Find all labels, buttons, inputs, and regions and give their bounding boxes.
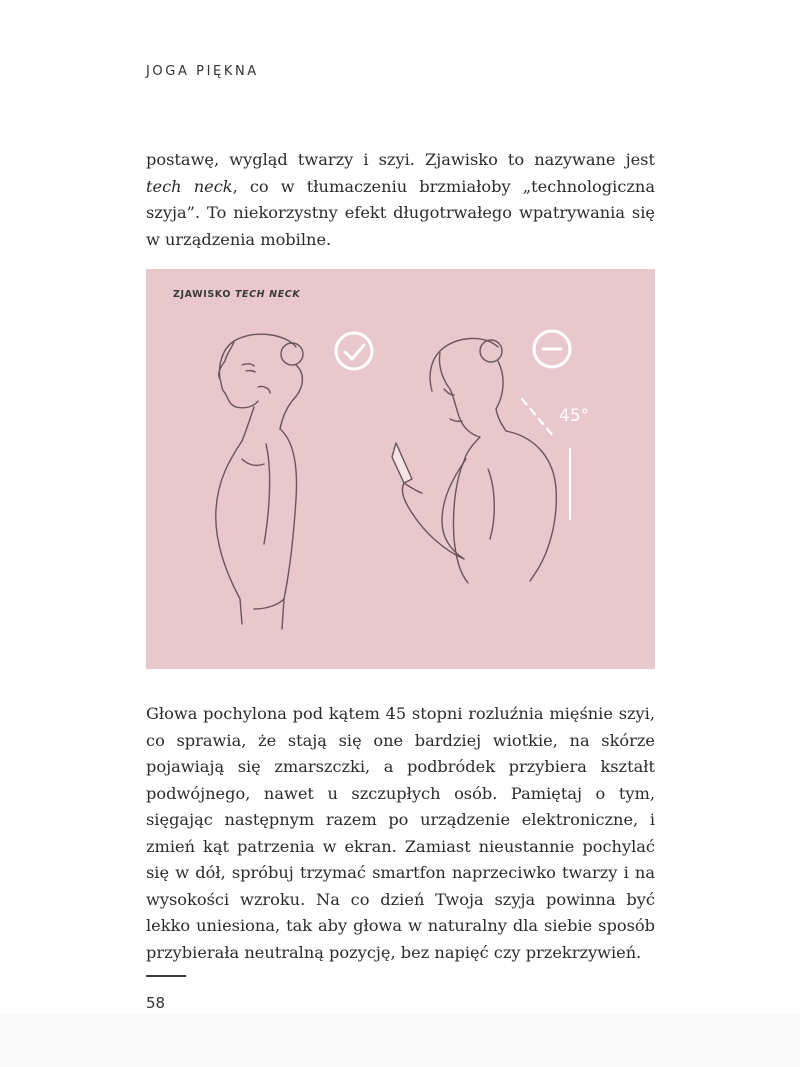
paragraph-intro (146, 147, 655, 253)
upright-woman-illustration (216, 334, 303, 629)
check-circle-icon (336, 333, 372, 369)
figure-title (173, 289, 300, 300)
paragraph-intro-emphasis: tech neck (146, 176, 233, 196)
tech-neck-illustration (146, 269, 655, 669)
running-head: JOGA PIĘKNA (146, 64, 259, 79)
paragraph-main: Głowa pochylona pod kątem 45 stopni rozluźnia mięśnie szyi, co sprawia, że stają się one bardziej wiotkie, na skórze pojawiają się zmarszczki, a podbródek przybiera kształt podwójnego, nawet u szczupłych osób. Pamiętaj o tym, sięgając następnym razem po urządzenie elektroniczne, i zmień kąt patrzenia w ekran. Zamiast nieustannie pochylać się w dół, spróbuj trzymać smartfon naprzeciwko twarzy i na wysokości wzroku. Na co dzień Twoja szyja powinna być lekko uniesiona, tak aby głowa w naturalny dla siebie sposób przybierała neutralną pozycję, bez napięć czy przekrzywień. (146, 704, 655, 962)
figure-title-emphasis: TECH NECK (234, 289, 301, 300)
paragraph-intro-before: postawę, wygląd twarzy i szyi. Zjawisko to nazywane jest (146, 150, 655, 169)
page-bottom-band (0, 1015, 800, 1067)
page-number: 58 (146, 994, 166, 1012)
minus-circle-icon (534, 331, 570, 367)
paragraph-intro-after: , co w tłumaczeniu brzmiałoby „technologiczna szyja”. To niekorzystny efekt długotrwałego wpatrywania się w urządzenia mobilne. (146, 176, 655, 249)
angle-label: 45° (559, 406, 590, 426)
footer-rule (146, 975, 186, 977)
tech-neck-woman-illustration (392, 338, 556, 583)
figure-title-prefix: ZJAWISKO (173, 289, 235, 300)
tech-neck-figure (146, 269, 655, 669)
